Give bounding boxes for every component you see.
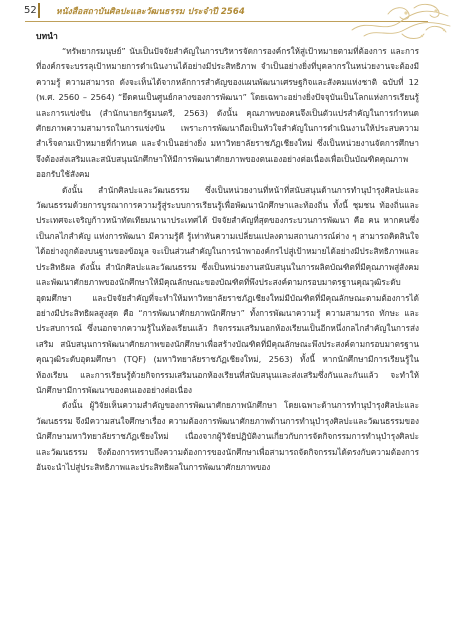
paragraph: “ทรัพยากรมนุษย์” นับเป็นปัจจัยสำคัญในการบริหารจัดการองค์กรให้สู่เป้าหมายตามที่ต้องการ และการที่องค์กรจะบรรลุเป้าหมายการดำเนินงานได้อย่างมีประสิทธิภาพ จำเป็นอย่างยิ่งที่บุคลากรในหน่วยงานจะต้องมีความรู้ ความสามารถ ดังจะเห็นได้จากหลักการสำคัญของแผนพัฒนาเศรษฐกิจและสังคมแห่งชาติ ฉบับที่ 12 (พ.ศ. 2560 – 2564) “ยึดคนเป็นศูนย์กลางของการพัฒนา” โดยเฉพาะอย่างยิ่งปัจจุบันเป็นโลกแห่งการเรียนรู้และการแข่งขัน (สำนักนายกรัฐมนตรี, 2563) ดังนั้น คุณภาพของคนจึงเป็นตัวแปรสำคัญในการกำหนดศักยภาพความสามารถในการแข่งขัน เพราะการพัฒนาถือเป็นหัวใจสำคัญในการดำเนินงานให้ประสบความสำเร็จตามเป้าหมายที่กำหนด และจำเป็นอย่างยิ่ง มหาวิทยาลัยราชภัฏเชียงใหม่ ซึ่งเป็นหน่วยงานจัดการศึกษาจึงต้องส่งเสริมและสนับสนุนนักศึกษาให้มีการพัฒนาศักยภาพของตนเองอย่างต่อเนื่องเพื่อเป็นบัณฑิตคุณภาพออกรับใช้สังคม [36, 46, 419, 180]
paragraph: ดังนั้น ผู้วิจัยเห็นความสำคัญของการพัฒนาศักยภาพนักศึกษา โดยเฉพาะด้านการทำนุบำรุงศิลปะและวัฒนธรรม จึงมีความสนใจศึกษาเรื่อง ความต้องการพัฒนาศักยภาพด้านการทำนุบำรุงศิลปะและวัฒนธรรมของนักศึกษามหาวิทยาลัยราชภัฏเชียงใหม่ เนื่องจากผู้วิจัยปฏิบัติงานเกี่ยวกับการจัดกิจกรรมการทำนุบำรุงศิลปะและวัฒนธรรม จึงต้องการทราบถึงความต้องการของนักศึกษาเพื่อสามารถจัดกิจกรรมได้ตรงกับความต้องการ อันจะนำไปสู่ประสิทธิภาพและประสิทธิผลในการพัฒนาศักยภาพของ [36, 400, 419, 472]
paragraph: ดังนั้น สำนักศิลปะและวัฒนธรรม ซึ่งเป็นหน่วยงานที่หน้าที่สนับสนุนด้านการทำนุบำรุงศิลปะและวัฒนธรรมด้วยการบูรณาการความรู้สู่ระบบการเรียนรู้เพื่อพัฒนานักศึกษาและท้องถิ่น ทั้งนี้ ชุมชน ท้องถิ่นและประเทศจะเจริญก้าวหน้าทัดเทียมนานาประเทศได้ ปัจจัยสำคัญที่สุดของกระบวนการพัฒนา คือ คน หากคนซึ่งเป็นกลไกสำคัญ แห่งการพัฒนา มีความรู้ดี รู้เท่าทันความเปลี่ยนแปลงตามสถานการณ์ต่าง ๆ สามารถคิดสินใจได้อย่างถูกต้องบนฐานของข้อมูล จะเป็นส่วนสำคัญในการนำพาองค์กรไปสู่เป้าหมายได้อย่างมีประสิทธิภาพและประสิทธิผล ดังนั้น สำนักศิลปะและวัฒนธรรม ซึ่งเป็นหน่วยงานสนับสนุนในการผลิตบัณฑิตที่มีคุณภาพสู่สังคม และพัฒนาศักยภาพของนักศึกษาให้มีคุณลักษณะของบัณฑิตที่พึงประสงค์ตามกรอบมาตรฐานคุณวุฒิระดับอุดมศึกษา และปัจจัยสำคัญที่จะทำให้มหาวิทยาลัยราชภัฏเชียงใหม่มีบัณฑิตที่มีคุณลักษณะตามต้องการได้อย่างมีประสิทธิผลสูงสุด คือ “การพัฒนาศักยภาพนักศึกษา” ทั้งการพัฒนาความรู้ ความสามารถ ทักษะ และประสบการณ์ ซึ่งนอกจากความรู้ในห้องเรียนแล้ว กิจกรรมเสริมนอกห้องเรียนเป็นอีกหนึ่งกลไกสำคัญในการส่งเสริม สนับสนุนการพัฒนาศักยภาพของนักศึกษาเพื่อสร้างบัณฑิตที่มีคุณลักษณะพึงประสงค์ตามกรอบมาตรฐานคุณวุฒิระดับอุดมศึกษา (TQF) (มหาวิทยาลัยราชภัฏเชียงใหม่, 2563) ทั้งนี้ หากนักศึกษามีการเรียนรู้ในห้องเรียน และการเรียนรู้ด้วยกิจกรรมเสริมนอกห้องเรียนที่สนับสนุนและส่งเสริมซึ่งกันและกันแล้ว จะทำให้นักศึกษามีการพัฒนาของตนเองอย่างต่อเนื่อง [36, 184, 419, 395]
section-heading: บทนำ [36, 32, 58, 42]
journal-title: หนังสือสถาบันศิลปะและวัฒนธรรม ประจำปี 2564 [56, 7, 245, 17]
body-text [36, 44, 419, 475]
ornamental-flourish-icon [342, 0, 452, 44]
page-number: 52 [24, 5, 37, 16]
page-header [0, 0, 452, 48]
header-divider [38, 3, 40, 18]
